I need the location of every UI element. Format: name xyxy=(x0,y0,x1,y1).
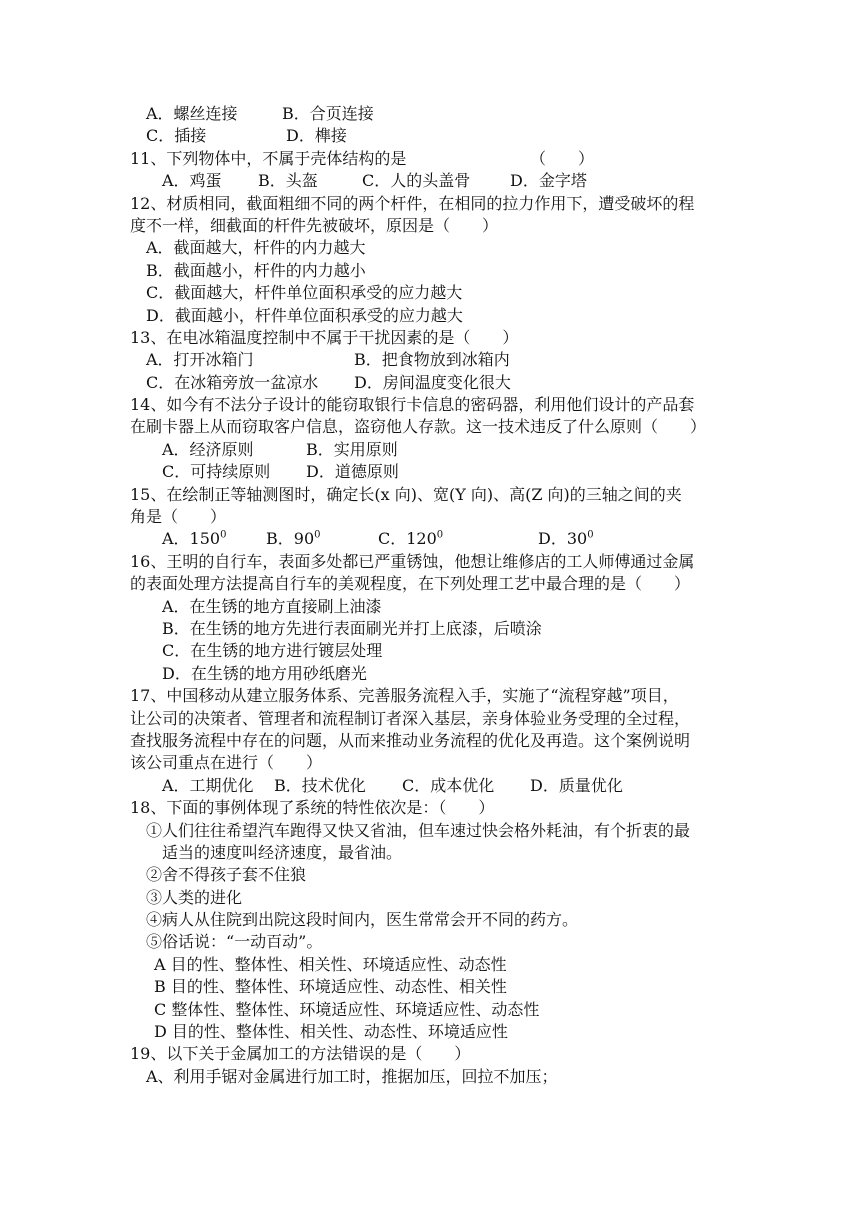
degree-mark: 0 xyxy=(314,530,321,542)
option-a xyxy=(162,528,266,550)
option-row xyxy=(130,528,740,550)
option-row xyxy=(130,349,740,371)
option-b: B．头盔 xyxy=(258,171,318,191)
degree-mark: 0 xyxy=(220,530,227,542)
option-b xyxy=(266,528,378,550)
question-12 xyxy=(130,193,740,327)
question-text: 16、王明的自行车，表面多处都已严重锈蚀，他想让维修店的工人师傅通过金属 xyxy=(130,551,695,571)
question-text: 18、下面的事例体现了系统的特性依次是：（ ） xyxy=(130,798,495,818)
option-b: B．截面越小，杆件的内力越小 xyxy=(146,260,366,280)
option-a: A 目的性、整体性、相关性、环境适应性、动态性 xyxy=(154,954,507,974)
degree-mark: 0 xyxy=(587,530,594,542)
option-b: B．技术优化 xyxy=(274,775,366,795)
question-text: 度不一样，细截面的杆件先被破坏，原因是（ ） xyxy=(130,215,499,235)
option-d: D 目的性、整体性、相关性、动态性、环境适应性 xyxy=(154,1022,508,1042)
question-text: 11、下列物体中，不属于壳体结构的是 xyxy=(130,148,407,168)
question-stem xyxy=(130,148,740,170)
option-d: D．房间温度变化很大 xyxy=(354,372,511,392)
option-c xyxy=(378,528,538,550)
option-a: A．截面越大，杆件的内力越大 xyxy=(146,238,366,258)
example-item-continued: 适当的速度叫经济速度，最省油。 xyxy=(162,842,403,862)
question-text: 14、如今有不法分子设计的能窃取银行卡信息的密码器，利用他们设计的产品套 xyxy=(130,395,695,415)
option-c: C．截面越大，杆件单位面积承受的应力越大 xyxy=(146,283,463,303)
question-text: 让公司的决策者、管理者和流程制订者深入基层，亲身体验业务受理的全过程， xyxy=(130,708,691,728)
option-c: C 整体性、整体性、环境适应性、环境适应性、动态性 xyxy=(154,999,540,1019)
option-c-value: C．120 xyxy=(378,529,437,549)
option-d-value: D．30 xyxy=(538,529,588,549)
option-c: C．在生锈的地方进行镀层处理 xyxy=(162,641,383,661)
question-16 xyxy=(130,551,740,685)
question-text: 13、在电冰箱温度控制中不属于干扰因素的是（ ） xyxy=(130,327,519,347)
option-row xyxy=(130,170,740,192)
option-c: C．在冰箱旁放一盆凉水 xyxy=(146,372,319,392)
question-text: 15、在绘制正等轴测图时，确定长(x 向)、宽(Y 向)、高(Z 向)的三轴之间的夹 xyxy=(130,484,682,504)
option-a: A．螺丝连接 xyxy=(146,104,238,123)
option-row xyxy=(130,372,740,394)
option-row xyxy=(130,125,740,147)
question-10-options xyxy=(130,103,740,148)
question-text: 角是（ ） xyxy=(130,507,227,527)
question-text: 17、中国移动从建立服务体系、完善服务流程入手，实施了“流程穿越”项目， xyxy=(130,686,679,706)
option-b: B．把食物放到冰箱内 xyxy=(354,350,510,370)
question-text: 的表面处理方法提高自行车的美观程度，在下列处理工艺中最合理的是（ ） xyxy=(130,574,691,594)
option-a-value: A．150 xyxy=(162,529,221,549)
option-d: D．在生锈的地方用砂纸磨光 xyxy=(162,663,367,683)
option-a: A．鸡蛋 xyxy=(162,171,222,191)
question-text: 该公司重点在进行（ ） xyxy=(130,753,323,773)
option-a: A．工期优化 xyxy=(162,775,254,795)
question-15 xyxy=(130,484,740,551)
option-b: B．在生锈的地方先进行表面刷光并打上底漆，后喷涂 xyxy=(162,618,542,638)
option-a: A．在生锈的地方直接刷上油漆 xyxy=(162,596,382,616)
degree-mark: 0 xyxy=(436,530,444,542)
question-text: 12、材质相同，截面粗细不同的两个杆件，在相同的拉力作用下，遭受破坏的程 xyxy=(130,193,695,213)
option-b: B 目的性、整体性、环境适应性、动态性、相关性 xyxy=(154,977,507,997)
question-list xyxy=(130,103,740,1088)
example-item: ④病人从住院到出院这段时间内，医生常常会开不同的药方。 xyxy=(146,910,579,930)
question-14 xyxy=(130,394,740,484)
option-b: B．实用原则 xyxy=(306,439,398,459)
option-row xyxy=(130,103,740,125)
option-a: A、利用手锯对金属进行加工时，推据加压，回拉不加压； xyxy=(146,1066,558,1086)
option-b: B．合页连接 xyxy=(282,104,374,123)
option-b-value: B．90 xyxy=(266,529,315,549)
option-c: C．成本优化 xyxy=(402,775,495,795)
option-row xyxy=(130,461,740,483)
option-d: D．榫接 xyxy=(286,126,347,146)
option-d: D．截面越小，杆件单位面积承受的应力越大 xyxy=(146,305,463,325)
answer-bracket: （ ） xyxy=(530,148,595,168)
question-11 xyxy=(130,148,740,193)
question-text: 查找服务流程中存在的问题，从而来推动业务流程的优化及再造。这个案例说明 xyxy=(130,730,691,750)
question-18 xyxy=(130,797,740,1043)
example-item: ②舍不得孩子套不住狼 xyxy=(146,865,307,885)
option-a: A．打开冰箱门 xyxy=(146,350,254,370)
option-row xyxy=(130,775,740,797)
question-17 xyxy=(130,685,740,797)
option-d: D．金字塔 xyxy=(510,171,587,191)
option-d: D．质量优化 xyxy=(530,775,623,795)
option-a: A．经济原则 xyxy=(162,439,254,459)
example-item: ⑤俗话说：“一动百动”。 xyxy=(146,932,323,952)
example-item: ③人类的进化 xyxy=(146,887,243,907)
question-19 xyxy=(130,1043,740,1088)
option-c: C．可持续原则 xyxy=(162,462,271,482)
question-13 xyxy=(130,327,740,394)
option-row xyxy=(130,439,740,461)
option-c: C．人的头盖骨 xyxy=(362,171,471,191)
question-text: 19、以下关于金属加工的方法错误的是（ ） xyxy=(130,1044,471,1064)
example-item: ①人们往往希望汽车跑得又快又省油，但车速过快会格外耗油，有个折衷的最 xyxy=(146,820,691,840)
option-c: C．插接 xyxy=(146,126,207,146)
question-text: 在刷卡器上从而窃取客户信息，盗窃他人存款。这一技术违反了什么原则（ ） xyxy=(130,417,707,437)
option-d: D．道德原则 xyxy=(306,462,399,482)
option-d xyxy=(538,528,594,550)
